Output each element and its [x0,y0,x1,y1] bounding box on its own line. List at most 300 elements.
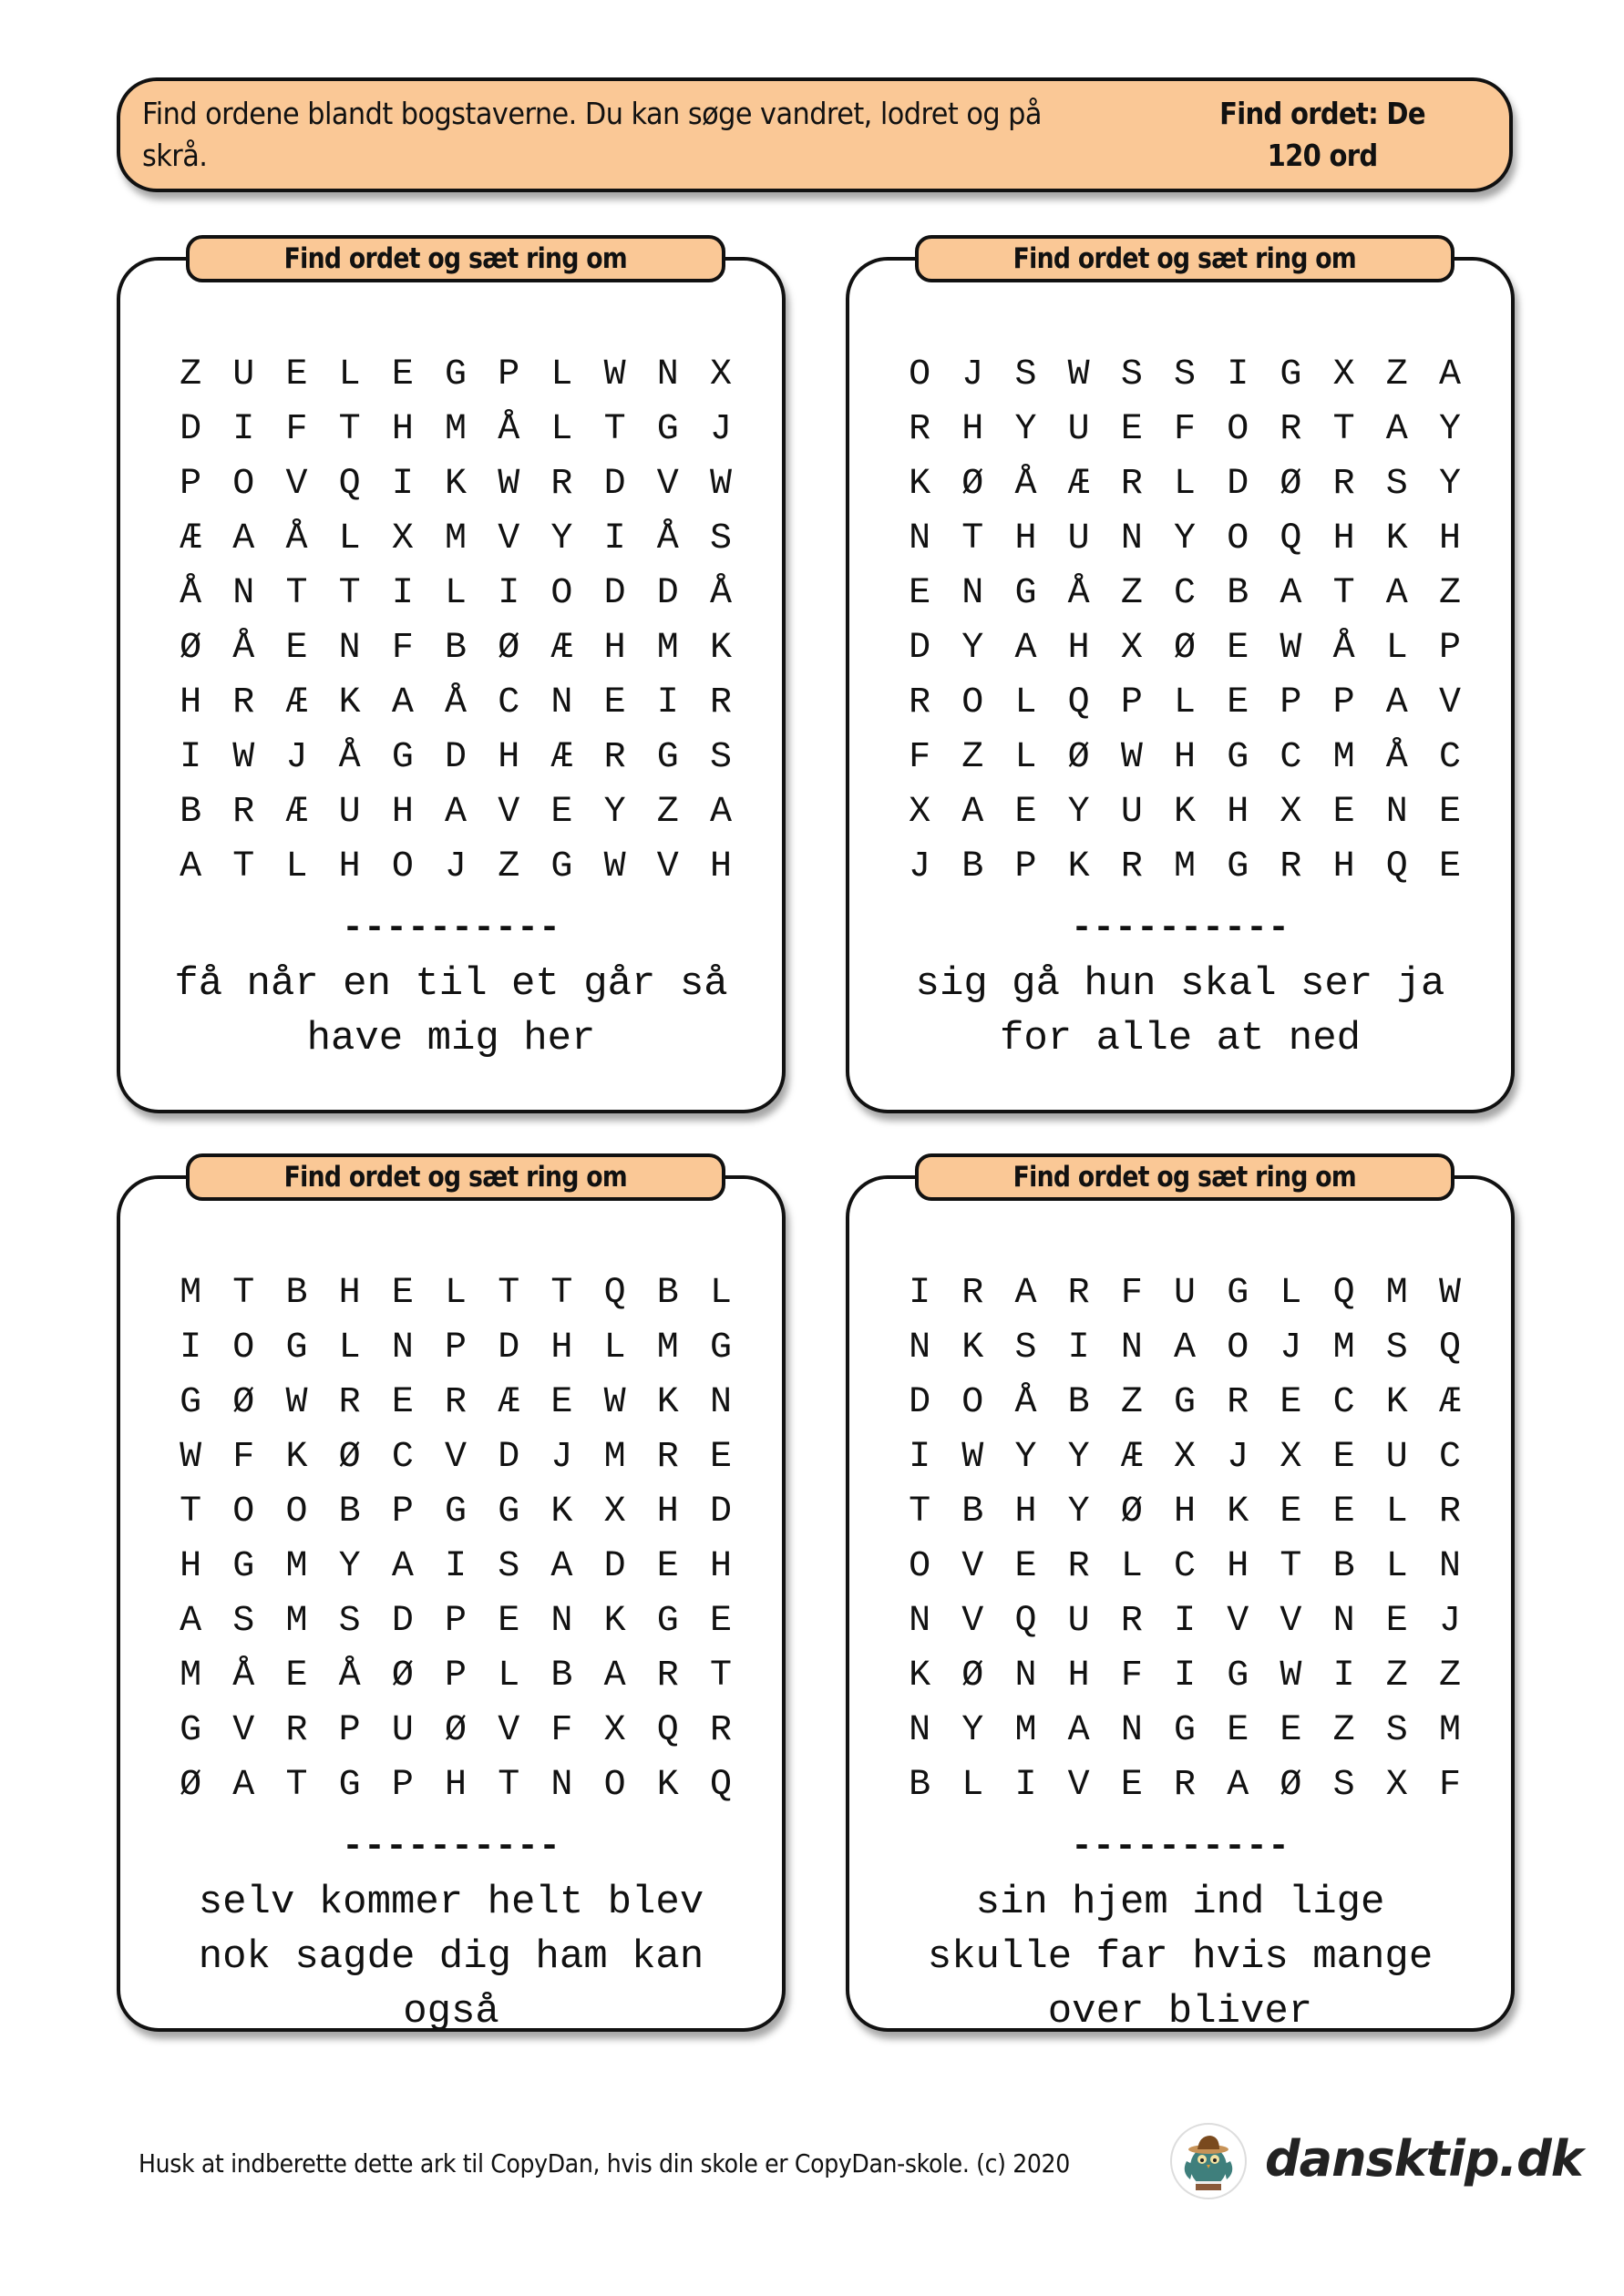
grid-letter[interactable]: Æ [550,737,573,778]
grid-letter[interactable]: B [1227,573,1249,614]
grid-letter[interactable]: K [338,682,361,723]
grid-letter[interactable]: E [909,573,931,614]
grid-letter[interactable]: R [285,1710,308,1751]
grid-letter[interactable]: M [285,1546,308,1587]
grid-letter[interactable]: G [1227,1655,1249,1696]
grid-letter[interactable]: H [1332,846,1355,887]
grid-letter[interactable]: R [550,464,573,505]
grid-letter[interactable]: L [1385,628,1408,669]
grid-letter[interactable]: R [1280,409,1302,450]
grid-letter[interactable]: Y [1067,1437,1090,1478]
grid-letter[interactable]: V [961,1601,984,1642]
grid-letter[interactable]: G [445,354,468,395]
grid-letter[interactable]: D [1227,464,1249,505]
grid-letter[interactable]: E [1120,1765,1143,1806]
grid-letter[interactable]: P [498,354,520,395]
grid-letter[interactable]: C [1438,737,1461,778]
grid-letter[interactable]: Z [498,846,520,887]
grid-letter[interactable]: E [1014,792,1037,833]
grid-letter[interactable]: S [1385,1327,1408,1368]
grid-letter[interactable]: J [550,1437,573,1478]
grid-letter[interactable]: W [232,737,255,778]
grid-letter[interactable]: N [338,628,361,669]
grid-letter[interactable]: L [338,1327,361,1368]
grid-letter[interactable]: R [232,682,255,723]
grid-letter[interactable]: B [961,1491,984,1532]
grid-letter[interactable]: G [445,1491,468,1532]
grid-letter[interactable]: Q [1332,1273,1355,1314]
grid-letter[interactable]: X [1174,1437,1197,1478]
grid-letter[interactable]: L [709,1273,732,1314]
grid-letter[interactable]: M [1014,1710,1037,1751]
grid-letter[interactable]: L [445,573,468,614]
grid-letter[interactable]: O [1227,518,1249,559]
grid-letter[interactable]: L [603,1327,626,1368]
grid-letter[interactable]: K [709,628,732,669]
grid-letter[interactable]: K [1385,518,1408,559]
grid-letter[interactable]: E [1438,846,1461,887]
grid-letter[interactable]: O [1227,1327,1249,1368]
grid-letter[interactable]: T [338,573,361,614]
grid-letter[interactable]: G [1227,846,1249,887]
grid-letter[interactable]: E [1014,1546,1037,1587]
grid-letter[interactable]: W [603,846,626,887]
grid-letter[interactable]: K [1227,1491,1249,1532]
grid-letter[interactable]: T [909,1491,931,1532]
grid-letter[interactable]: Z [1438,1655,1461,1696]
grid-letter[interactable]: P [1438,628,1461,669]
grid-letter[interactable]: K [445,464,468,505]
grid-letter[interactable]: Y [603,792,626,833]
grid-letter[interactable]: Z [1120,1382,1143,1423]
grid-letter[interactable]: E [1385,1601,1408,1642]
grid-letter[interactable]: S [1120,354,1143,395]
grid-letter[interactable]: Y [550,518,573,559]
grid-letter[interactable]: U [1067,1601,1090,1642]
grid-letter[interactable]: Y [338,1546,361,1587]
grid-letter[interactable]: C [1280,737,1302,778]
grid-letter[interactable]: I [1227,354,1249,395]
grid-letter[interactable]: G [285,1327,308,1368]
grid-letter[interactable]: V [445,1437,468,1478]
grid-letter[interactable]: J [445,846,468,887]
grid-letter[interactable]: E [285,354,308,395]
grid-letter[interactable]: W [603,1382,626,1423]
grid-letter[interactable]: E [550,1382,573,1423]
grid-letter[interactable]: N [1120,1327,1143,1368]
grid-letter[interactable]: H [445,1765,468,1806]
grid-letter[interactable]: Ø [961,1655,984,1696]
grid-letter[interactable]: J [285,737,308,778]
grid-letter[interactable]: I [656,682,679,723]
grid-letter[interactable]: V [1227,1601,1249,1642]
grid-letter[interactable]: E [550,792,573,833]
grid-letter[interactable]: U [391,1710,414,1751]
grid-letter[interactable]: V [498,1710,520,1751]
grid-letter[interactable]: Æ [285,792,308,833]
grid-letter[interactable]: Å [232,1655,255,1696]
grid-letter[interactable]: F [285,409,308,450]
grid-letter[interactable]: U [1174,1273,1197,1314]
grid-letter[interactable]: Ø [1174,628,1197,669]
grid-letter[interactable]: T [603,409,626,450]
grid-letter[interactable]: W [603,354,626,395]
grid-letter[interactable]: N [550,1601,573,1642]
grid-letter[interactable]: A [961,792,984,833]
grid-letter[interactable]: L [1014,682,1037,723]
grid-letter[interactable]: I [1174,1655,1197,1696]
grid-letter[interactable]: E [1280,1382,1302,1423]
grid-letter[interactable]: G [709,1327,732,1368]
grid-letter[interactable]: X [1332,354,1355,395]
grid-letter[interactable]: Q [1280,518,1302,559]
grid-letter[interactable]: K [909,1655,931,1696]
grid-letter[interactable]: R [909,409,931,450]
grid-letter[interactable]: Z [1120,573,1143,614]
grid-letter[interactable]: H [709,846,732,887]
grid-letter[interactable]: E [603,682,626,723]
grid-letter[interactable]: R [1120,1601,1143,1642]
grid-letter[interactable]: I [909,1273,931,1314]
grid-letter[interactable]: X [603,1710,626,1751]
grid-letter[interactable]: G [180,1382,202,1423]
grid-letter[interactable]: Ø [1280,1765,1302,1806]
grid-letter[interactable]: X [1385,1765,1408,1806]
grid-letter[interactable]: O [909,354,931,395]
grid-letter[interactable]: A [1014,628,1037,669]
grid-letter[interactable]: X [1280,1437,1302,1478]
grid-letter[interactable]: Q [1385,846,1408,887]
grid-letter[interactable]: H [1227,1546,1249,1587]
grid-letter[interactable]: Å [1332,628,1355,669]
grid-letter[interactable]: W [180,1437,202,1478]
grid-letter[interactable]: T [232,1273,255,1314]
grid-letter[interactable]: L [1014,737,1037,778]
grid-letter[interactable]: Y [1067,792,1090,833]
grid-letter[interactable]: L [498,1655,520,1696]
grid-letter[interactable]: Æ [550,628,573,669]
grid-letter[interactable]: L [1385,1491,1408,1532]
grid-letter[interactable]: S [1174,354,1197,395]
grid-letter[interactable]: S [1014,354,1037,395]
grid-letter[interactable]: Æ [1067,464,1090,505]
grid-letter[interactable]: S [338,1601,361,1642]
grid-letter[interactable]: Z [1332,1710,1355,1751]
grid-letter[interactable]: P [445,1655,468,1696]
grid-letter[interactable]: M [1438,1710,1461,1751]
grid-letter[interactable]: E [709,1601,732,1642]
grid-letter[interactable]: H [338,846,361,887]
grid-letter[interactable]: W [1280,628,1302,669]
grid-letter[interactable]: R [1438,1491,1461,1532]
grid-letter[interactable]: T [232,846,255,887]
grid-letter[interactable]: E [1332,1491,1355,1532]
grid-letter[interactable]: H [1332,518,1355,559]
grid-letter[interactable]: F [391,628,414,669]
grid-letter[interactable]: F [1120,1273,1143,1314]
grid-letter[interactable]: T [285,1765,308,1806]
grid-letter[interactable]: B [961,846,984,887]
grid-letter[interactable]: Æ [498,1382,520,1423]
grid-letter[interactable]: Å [656,518,679,559]
grid-letter[interactable]: K [656,1382,679,1423]
grid-letter[interactable]: Q [709,1765,732,1806]
grid-letter[interactable]: N [232,573,255,614]
grid-letter[interactable]: D [498,1327,520,1368]
grid-letter[interactable]: O [232,1327,255,1368]
grid-letter[interactable]: Å [180,573,202,614]
grid-letter[interactable]: M [656,628,679,669]
grid-letter[interactable]: R [1280,846,1302,887]
grid-letter[interactable]: H [391,409,414,450]
grid-letter[interactable]: N [550,1765,573,1806]
grid-letter[interactable]: V [961,1546,984,1587]
grid-letter[interactable]: H [1438,518,1461,559]
grid-letter[interactable]: M [445,409,468,450]
grid-letter[interactable]: R [232,792,255,833]
grid-letter[interactable]: S [709,518,732,559]
grid-letter[interactable]: G [1280,354,1302,395]
grid-letter[interactable]: R [961,1273,984,1314]
grid-letter[interactable]: B [285,1273,308,1314]
grid-letter[interactable]: E [498,1601,520,1642]
grid-letter[interactable]: O [603,1765,626,1806]
grid-letter[interactable]: I [1067,1327,1090,1368]
grid-letter[interactable]: U [1067,518,1090,559]
grid-letter[interactable]: B [656,1273,679,1314]
grid-letter[interactable]: I [180,1327,202,1368]
grid-letter[interactable]: T [1280,1546,1302,1587]
grid-letter[interactable]: Å [498,409,520,450]
grid-letter[interactable]: N [909,1601,931,1642]
grid-letter[interactable]: W [961,1437,984,1478]
grid-letter[interactable]: W [1280,1655,1302,1696]
grid-letter[interactable]: X [1280,792,1302,833]
grid-letter[interactable]: B [1067,1382,1090,1423]
grid-letter[interactable]: Ø [1120,1491,1143,1532]
grid-letter[interactable]: L [961,1765,984,1806]
grid-letter[interactable]: G [1174,1382,1197,1423]
grid-letter[interactable]: Q [1014,1601,1037,1642]
grid-letter[interactable]: D [180,409,202,450]
grid-letter[interactable]: B [180,792,202,833]
grid-letter[interactable]: X [709,354,732,395]
grid-letter[interactable]: Z [961,737,984,778]
grid-letter[interactable]: J [909,846,931,887]
grid-letter[interactable]: T [1332,409,1355,450]
grid-letter[interactable]: K [285,1437,308,1478]
grid-letter[interactable]: O [232,464,255,505]
grid-letter[interactable]: U [1120,792,1143,833]
grid-letter[interactable]: T [338,409,361,450]
grid-letter[interactable]: K [1385,1382,1408,1423]
grid-letter[interactable]: Q [603,1273,626,1314]
grid-letter[interactable]: Æ [285,682,308,723]
grid-letter[interactable]: Ø [498,628,520,669]
grid-letter[interactable]: E [709,1437,732,1478]
grid-letter[interactable]: L [338,518,361,559]
grid-letter[interactable]: R [1174,1765,1197,1806]
grid-letter[interactable]: Å [338,1655,361,1696]
grid-letter[interactable]: C [1438,1437,1461,1478]
grid-letter[interactable]: H [180,682,202,723]
grid-letter[interactable]: S [232,1601,255,1642]
grid-letter[interactable]: I [391,573,414,614]
grid-letter[interactable]: K [603,1601,626,1642]
grid-letter[interactable]: C [1332,1382,1355,1423]
grid-letter[interactable]: A [550,1546,573,1587]
grid-letter[interactable]: N [1120,1710,1143,1751]
grid-letter[interactable]: S [1385,1710,1408,1751]
grid-letter[interactable]: T [498,1765,520,1806]
grid-letter[interactable]: M [1332,1327,1355,1368]
grid-letter[interactable]: C [1174,1546,1197,1587]
grid-letter[interactable]: O [1227,409,1249,450]
grid-letter[interactable]: Q [656,1710,679,1751]
grid-letter[interactable]: M [180,1273,202,1314]
grid-letter[interactable]: L [1174,464,1197,505]
grid-letter[interactable]: I [391,464,414,505]
grid-letter[interactable]: A [180,1601,202,1642]
grid-letter[interactable]: W [498,464,520,505]
grid-letter[interactable]: V [498,792,520,833]
grid-letter[interactable]: M [1174,846,1197,887]
grid-letter[interactable]: J [709,409,732,450]
grid-letter[interactable]: S [709,737,732,778]
grid-letter[interactable]: H [180,1546,202,1587]
grid-letter[interactable]: L [1120,1546,1143,1587]
grid-letter[interactable]: S [1332,1765,1355,1806]
grid-letter[interactable]: C [1174,573,1197,614]
grid-letter[interactable]: I [909,1437,931,1478]
grid-letter[interactable]: D [909,1382,931,1423]
grid-letter[interactable]: J [1280,1327,1302,1368]
grid-letter[interactable]: Ø [180,628,202,669]
grid-letter[interactable]: L [285,846,308,887]
grid-letter[interactable]: Z [1385,354,1408,395]
grid-letter[interactable]: G [656,1601,679,1642]
grid-letter[interactable]: R [1120,464,1143,505]
grid-letter[interactable]: O [391,846,414,887]
grid-letter[interactable]: N [1385,792,1408,833]
grid-letter[interactable]: F [232,1437,255,1478]
grid-letter[interactable]: R [338,1382,361,1423]
grid-letter[interactable]: G [1227,1273,1249,1314]
grid-letter[interactable]: K [909,464,931,505]
grid-letter[interactable]: V [285,464,308,505]
grid-letter[interactable]: I [1174,1601,1197,1642]
grid-letter[interactable]: H [709,1546,732,1587]
grid-letter[interactable]: B [445,628,468,669]
grid-letter[interactable]: Ø [445,1710,468,1751]
grid-letter[interactable]: Q [1438,1327,1461,1368]
grid-letter[interactable]: Y [1014,409,1037,450]
grid-letter[interactable]: E [391,354,414,395]
grid-letter[interactable]: B [909,1765,931,1806]
grid-letter[interactable]: K [961,1327,984,1368]
grid-letter[interactable]: A [180,846,202,887]
grid-letter[interactable]: L [550,354,573,395]
grid-letter[interactable]: E [285,628,308,669]
grid-letter[interactable]: H [603,628,626,669]
grid-letter[interactable]: O [232,1491,255,1532]
grid-letter[interactable]: U [338,792,361,833]
grid-letter[interactable]: R [709,682,732,723]
grid-letter[interactable]: Å [1067,573,1090,614]
grid-letter[interactable]: G [338,1765,361,1806]
grid-letter[interactable]: R [656,1655,679,1696]
grid-letter[interactable]: N [1120,518,1143,559]
grid-letter[interactable]: S [498,1546,520,1587]
grid-letter[interactable]: X [1120,628,1143,669]
grid-letter[interactable]: W [1438,1273,1461,1314]
grid-letter[interactable]: T [709,1655,732,1696]
grid-letter[interactable]: G [550,846,573,887]
grid-letter[interactable]: H [1014,1491,1037,1532]
grid-letter[interactable]: N [550,682,573,723]
grid-letter[interactable]: A [1385,682,1408,723]
grid-letter[interactable]: L [550,409,573,450]
grid-letter[interactable]: N [909,1327,931,1368]
grid-letter[interactable]: G [180,1710,202,1751]
grid-letter[interactable]: E [285,1655,308,1696]
grid-letter[interactable]: N [1014,1655,1037,1696]
grid-letter[interactable]: M [445,518,468,559]
grid-letter[interactable]: R [1332,464,1355,505]
grid-letter[interactable]: Å [1014,464,1037,505]
grid-letter[interactable]: Q [1067,682,1090,723]
grid-letter[interactable]: W [285,1382,308,1423]
grid-letter[interactable]: J [961,354,984,395]
grid-letter[interactable]: H [391,792,414,833]
grid-letter[interactable]: N [1438,1546,1461,1587]
grid-letter[interactable]: C [391,1437,414,1478]
grid-letter[interactable]: G [656,409,679,450]
grid-letter[interactable]: P [445,1327,468,1368]
grid-letter[interactable]: Y [1174,518,1197,559]
grid-letter[interactable]: Æ [180,518,202,559]
grid-letter[interactable]: L [1280,1273,1302,1314]
grid-letter[interactable]: E [1227,682,1249,723]
grid-letter[interactable]: Æ [1120,1437,1143,1478]
grid-letter[interactable]: E [1280,1491,1302,1532]
grid-letter[interactable]: C [498,682,520,723]
grid-letter[interactable]: I [498,573,520,614]
grid-letter[interactable]: A [232,1765,255,1806]
grid-letter[interactable]: V [232,1710,255,1751]
grid-letter[interactable]: D [391,1601,414,1642]
grid-letter[interactable]: X [391,518,414,559]
grid-letter[interactable]: A [603,1655,626,1696]
grid-letter[interactable]: V [1438,682,1461,723]
grid-letter[interactable]: K [1067,846,1090,887]
grid-letter[interactable]: M [656,1327,679,1368]
grid-letter[interactable]: T [961,518,984,559]
grid-letter[interactable]: M [1385,1273,1408,1314]
grid-letter[interactable]: N [961,573,984,614]
grid-letter[interactable]: G [391,737,414,778]
grid-letter[interactable]: L [445,1273,468,1314]
grid-letter[interactable]: I [603,518,626,559]
grid-letter[interactable]: K [550,1491,573,1532]
grid-letter[interactable]: D [603,464,626,505]
grid-letter[interactable]: F [1438,1765,1461,1806]
grid-letter[interactable]: R [909,682,931,723]
grid-letter[interactable]: W [1067,354,1090,395]
grid-letter[interactable]: I [445,1546,468,1587]
grid-letter[interactable]: F [1174,409,1197,450]
grid-letter[interactable]: A [1385,573,1408,614]
